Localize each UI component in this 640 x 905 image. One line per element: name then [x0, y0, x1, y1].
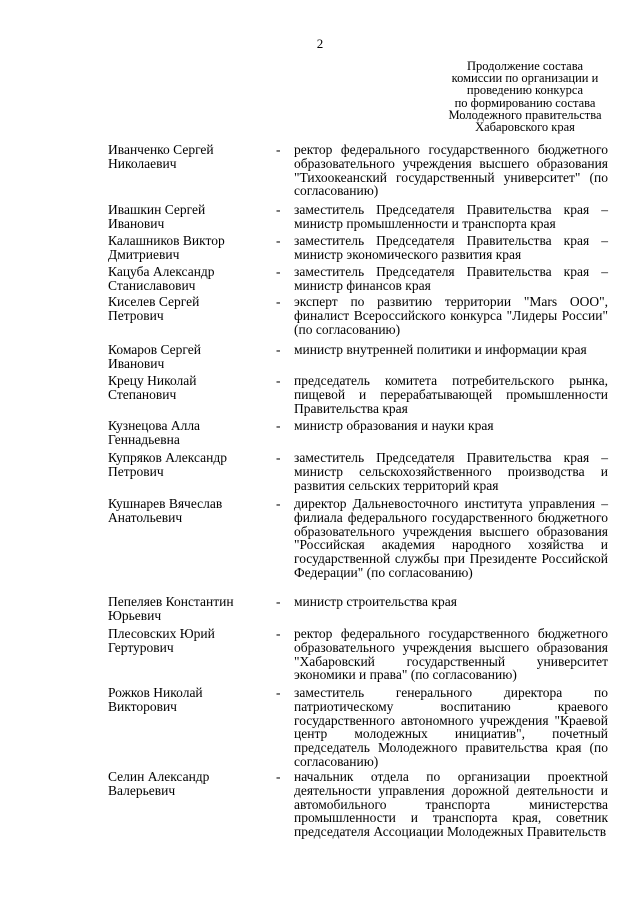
member-name — [108, 343, 273, 371]
member-name — [108, 295, 273, 323]
member-patronymic: Станиславович — [108, 278, 196, 293]
member-patronymic: Иванович — [108, 216, 165, 231]
member-position: заместитель Председателя Правительства края – министр финансов края — [294, 264, 608, 293]
member-surname-given: Иванченко Сергей — [108, 142, 214, 157]
member-separator: - — [276, 342, 281, 357]
member-separator: - — [276, 142, 281, 157]
member-separator: - — [276, 626, 281, 641]
member-surname-given: Крецу Николай — [108, 373, 197, 388]
member-patronymic: Петрович — [108, 464, 164, 479]
member-position: министр строительства края — [294, 594, 457, 609]
member-surname-given: Кацуба Александр — [108, 264, 215, 279]
member-name — [108, 627, 273, 655]
heading-line: проведению конкурса — [466, 83, 584, 98]
heading-line: по формированию состава — [454, 95, 596, 110]
member-patronymic: Николаевич — [108, 156, 177, 171]
member-separator: - — [276, 685, 281, 700]
member-position: начальник отдела по организации проектной деятельности управления дорожной деятельности и автомобильного транспорта министерства промышленности и транспорта края, советник председателя Ассоциации Молодежных Правительств — [294, 769, 608, 840]
heading-line: Молодежного правительства — [448, 107, 602, 122]
member-surname-given: Калашников Виктор — [108, 233, 225, 248]
member-name — [108, 686, 273, 714]
member-patronymic: Геннадьевна — [108, 432, 180, 447]
member-position: ректор федерального государственного бюджетного образовательного учреждения высшего образования "Хабаровский государственный университет экономики и права" (по согласованию) — [294, 626, 608, 683]
member-position: заместитель Председателя Правительства края – министр промышленности и транспорта края — [294, 202, 608, 231]
member-surname-given: Ивашкин Сергей — [108, 202, 206, 217]
member-separator: - — [276, 594, 281, 609]
member-name — [108, 143, 273, 171]
member-position: заместитель генерального директора по патриотическому воспитанию краевого государственного автономного учреждения "Краевой центр молодежных инициатив", почетный председатель Молодежного правительства края (по согласованию) — [294, 685, 608, 769]
member-patronymic: Анатольевич — [108, 510, 183, 525]
member-surname-given: Киселев Сергей — [108, 294, 200, 309]
member-patronymic: Валерьевич — [108, 783, 176, 798]
member-patronymic: Викторович — [108, 699, 177, 714]
member-separator: - — [276, 769, 281, 784]
member-separator: - — [276, 418, 281, 433]
member-surname-given: Кушнарев Вячеслав — [108, 496, 223, 511]
heading-line: комиссии по организации и — [451, 71, 599, 86]
member-name — [108, 374, 273, 402]
member-name — [108, 265, 273, 293]
member-position: министр внутренней политики и информации края — [294, 342, 587, 357]
member-patronymic: Дмитриевич — [108, 247, 180, 262]
heading-line: Продолжение состава — [466, 59, 584, 73]
member-surname-given: Рожков Николай — [108, 685, 203, 700]
member-patronymic: Юрьевич — [108, 608, 162, 623]
member-name — [108, 595, 273, 623]
member-patronymic: Петрович — [108, 308, 164, 323]
member-position: министр образования и науки края — [294, 418, 494, 433]
member-separator: - — [276, 373, 281, 388]
member-surname-given: Селин Александр — [108, 769, 210, 784]
member-separator: - — [276, 233, 281, 248]
member-surname-given: Купряков Александр — [108, 450, 227, 465]
member-surname-given: Плесовских Юрий — [108, 626, 215, 641]
member-separator: - — [276, 496, 281, 511]
member-name — [108, 770, 273, 798]
member-position: председатель комитета потребительского рынка, пищевой и перерабатывающей промышленности Правительства края — [294, 373, 608, 416]
member-position: заместитель Председателя Правительства края – министр сельскохозяйственного производства и развития сельских территорий края — [294, 450, 608, 493]
member-patronymic: Степанович — [108, 387, 177, 402]
member-position: ректор федерального государственного бюджетного образовательного учреждения высшего образования "Тихоокеанский государственный университет" (по согласованию) — [294, 142, 608, 199]
member-surname-given: Комаров Сергей — [108, 342, 202, 357]
member-patronymic: Иванович — [108, 356, 165, 371]
member-name — [108, 234, 273, 262]
heading-line: Хабаровского края — [475, 120, 575, 135]
member-separator: - — [276, 202, 281, 217]
member-separator: - — [276, 450, 281, 465]
member-name — [108, 419, 273, 447]
member-patronymic: Гертурович — [108, 640, 174, 655]
member-position: заместитель Председателя Правительства края – министр экономического развития края — [294, 233, 608, 262]
member-surname-given: Пепеляев Константин — [108, 594, 234, 609]
page-number: 2 — [316, 36, 324, 51]
member-name — [108, 203, 273, 231]
member-surname-given: Кузнецова Алла — [108, 418, 201, 433]
member-position: эксперт по развитию территории "Mars ООО", финалист Всероссийского конкурса "Лидеры России" (по согласованию) — [294, 294, 608, 337]
member-name — [108, 451, 273, 479]
member-name — [108, 497, 273, 525]
member-position: директор Дальневосточного института управления – филиала федерального государственного бюджетного образовательного учреждения высшего образования "Российская академия народного хозяйства и государственной службы при Президенте Российской Федерации" (по согласованию) — [294, 496, 608, 580]
continuation-heading — [432, 60, 618, 133]
member-separator: - — [276, 264, 281, 279]
member-separator: - — [276, 294, 281, 309]
